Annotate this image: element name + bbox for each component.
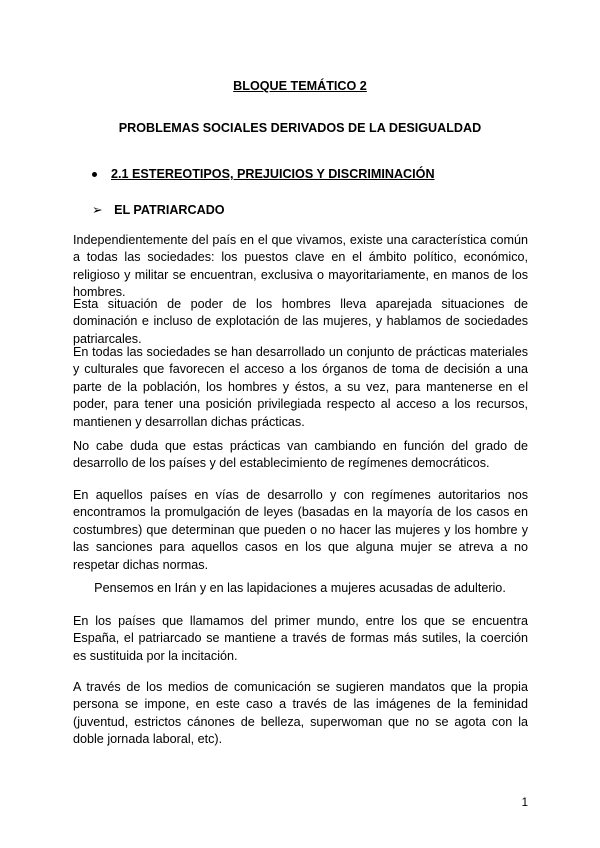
bullet-icon xyxy=(92,172,97,177)
paragraph-1: Independientemente del país en el que vivamos, existe una característica común a todas las sociedades: los puestos clave en el ámbito político, económico, religioso y militar se encuentran, exclusiva o mayoritariamente, en manos de los hombres. xyxy=(73,233,528,300)
page-number: 1 xyxy=(521,797,528,809)
paragraph-4: No cabe duda que estas prácticas van cambiando en función del grado de desarrollo de los países y del establecimiento de regímenes democráticos. xyxy=(73,439,528,471)
paragraph-8: A través de los medios de comunicación se sugieren mandatos que la propia persona se impone, en este caso a través de las imágenes de la feminidad (juventud, estrictos cánones de belleza, superwoman que no se agota con la doble jornada laboral, etc). xyxy=(73,680,528,747)
document-subtitle: PROBLEMAS SOCIALES DERIVADOS DE LA DESIGUALDAD xyxy=(118,121,482,135)
paragraph-6: Pensemos en Irán y en las lapidaciones a mujeres acusadas de adulterio. xyxy=(94,581,506,595)
paragraph-3: En todas las sociedades se han desarrollado un conjunto de prácticas materiales y culturales que favorecen el acceso a los órganos de toma de decisión a una parte de la población, los hombres y éstos, a su vez, para mantenerse en el poder, para tener una posición privilegiada respecto al acceso a los recursos, mantienen y desarrollan dichas prácticas. xyxy=(73,345,528,429)
arrow-bullet-icon: ➢ xyxy=(92,203,103,217)
paragraph-5: En aquellos países en vías de desarrollo y con regímenes autoritarios nos encontramos la promulgación de leyes (basadas en la mayoría de los casos en costumbres) que determinan que pueden o no hacer las mujeres y los hombre y las sanciones para aquellos casos en los que alguna mujer se atreva a no respetar dichas normas. xyxy=(73,488,528,572)
section-heading xyxy=(92,167,435,181)
paragraph-7: En los países que llamamos del primer mundo, entre los que se encuentra España, el patriarcado se mantiene a través de formas más sutiles, la coerción es sustituida por la incitación. xyxy=(73,614,528,663)
subsection-heading-label: EL PATRIARCADO xyxy=(114,203,225,217)
section-heading-label: 2.1 ESTEREOTIPOS, PREJUICIOS Y DISCRIMINACIÓN xyxy=(111,167,435,181)
paragraph-2: Esta situación de poder de los hombres lleva aparejada situaciones de dominación e incluso de explotación de las mujeres, y hablamos de sociedades patriarcales. xyxy=(73,297,528,346)
subsection-heading xyxy=(92,202,225,217)
document-title: BLOQUE TEMÁTICO 2 xyxy=(233,79,367,93)
